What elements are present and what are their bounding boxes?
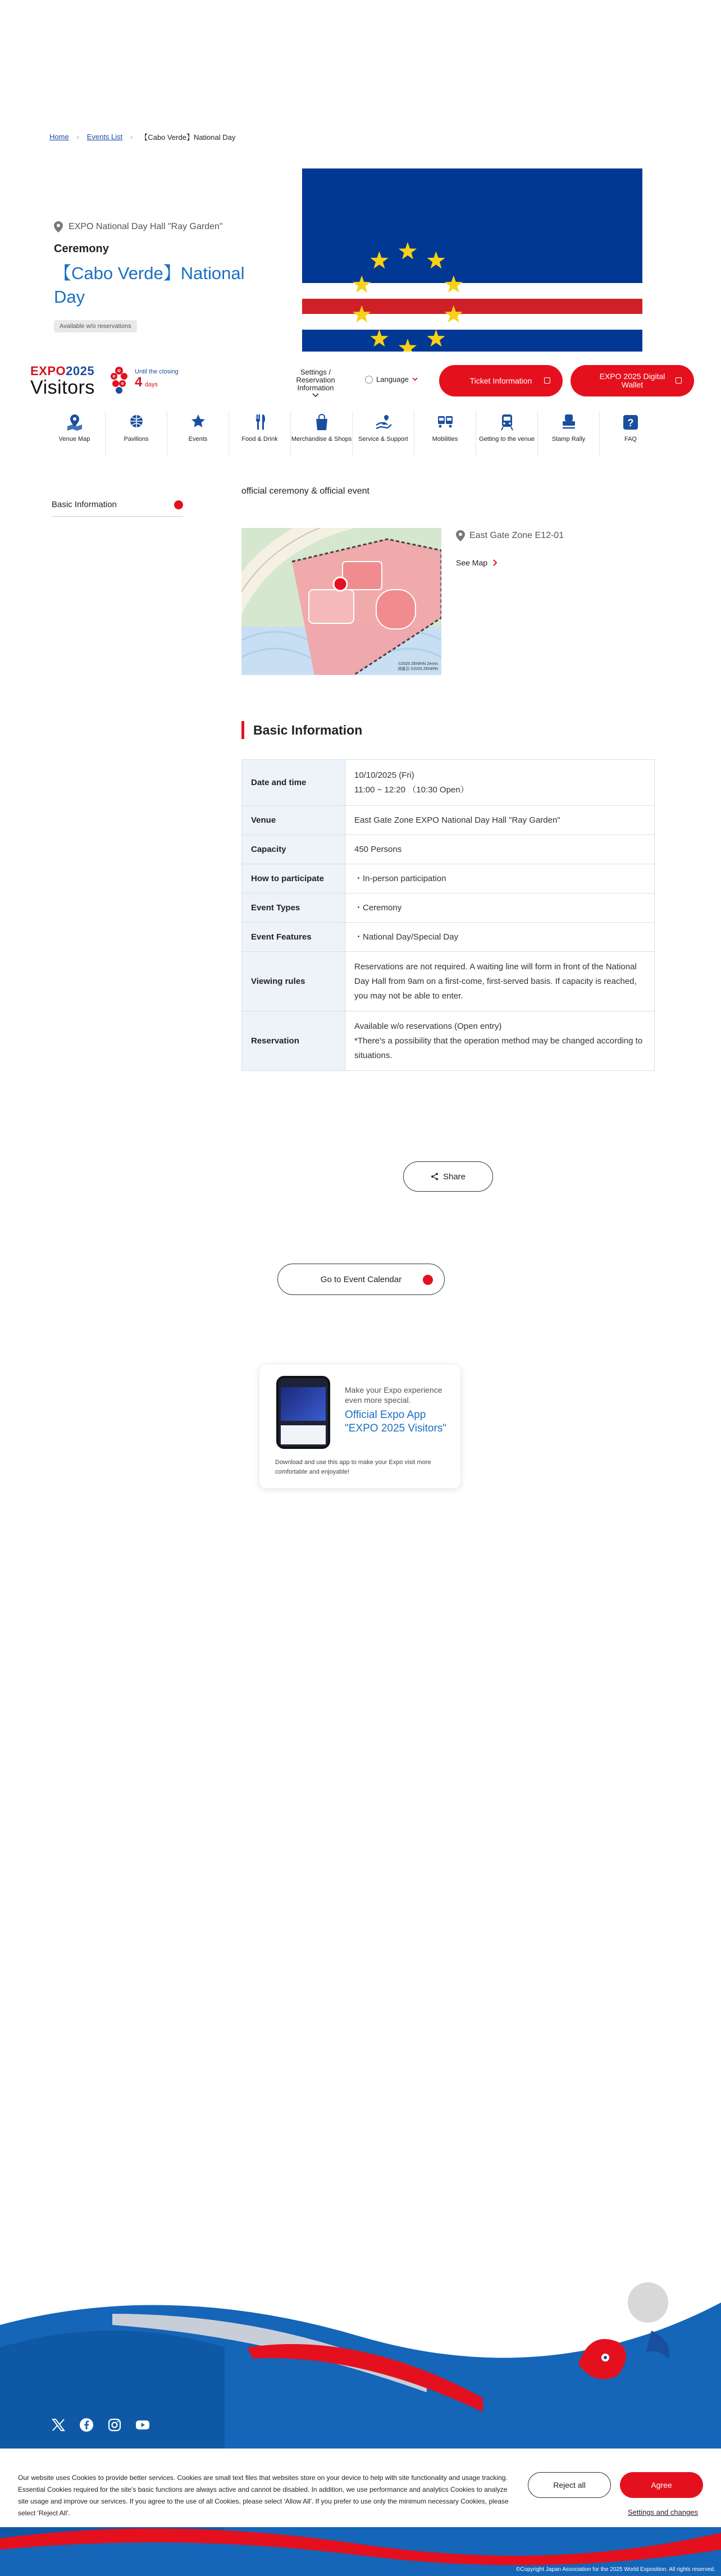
nav-item-label: Service & Support [358,436,408,443]
hero-venue [54,221,223,232]
date-value-line: 10/10/2025 (Fri) [354,770,414,780]
nav-item-service-support[interactable] [353,411,414,456]
reject-all-button[interactable]: Reject all [528,2472,611,2498]
venue-label: Venue [242,806,345,835]
nav-item-food-drink[interactable] [229,411,291,456]
nav-item-faq[interactable] [600,411,661,456]
event-features-value [345,923,655,952]
nav-item-mobilities[interactable] [414,411,476,456]
nav-item-label: Food & Drink [241,436,278,443]
stamp-rally-icon [559,412,579,432]
location-pin-icon [54,221,63,232]
closing-countdown [135,368,179,390]
youtube-icon[interactable] [135,2417,150,2433]
reservation-value [345,1011,655,1071]
flag-star [370,330,388,347]
external-link-icon [544,377,550,384]
hero-venue-text: EXPO National Day Hall "Ray Garden" [69,222,223,231]
myaku-myaku-mascot-icon [109,365,129,394]
nav-item-pavilions[interactable] [106,411,167,456]
flag-star [445,275,463,293]
event-description: official ceremony & official event [241,486,369,496]
flag-star [445,306,463,323]
date-value [345,760,655,806]
reservation-label: Reservation [242,1011,345,1071]
event-types-text: ・ Ceremony [354,903,401,913]
app-name-line: "EXPO 2025 Visitors" [345,1423,447,1434]
nav-item-train[interactable] [476,411,538,456]
food-drink-icon [250,412,270,432]
sidebar-indicator-icon [174,500,183,509]
reservation-badge: Available w/o reservations [54,320,137,332]
globe-icon [365,376,373,384]
flag-star [399,242,417,259]
logo-year-text: 2025 [66,364,95,378]
settings-reservation-button[interactable] [290,368,341,398]
logo-expo-text: EXPO [30,364,66,378]
site-footer [0,2280,721,2576]
breadcrumb-current: 【Cabo Verde】National Day [140,133,236,142]
event-type: Ceremony [54,243,109,255]
cabo-verde-flag-image [302,168,642,352]
official-app-card[interactable] [259,1365,460,1488]
nav-item-venue-map[interactable] [44,411,106,456]
calendar-label: Go to Event Calendar [320,1274,402,1284]
logo-visitors-text: Visitors [30,377,95,398]
flag-star [399,339,417,352]
nav-item-label: Venue Map [58,436,90,443]
map-location [456,530,564,541]
service-support-icon [373,412,394,432]
nav-item-label: Pavilions [124,436,149,443]
nav-item-events[interactable] [167,411,229,456]
nav-item-label: FAQ [624,436,637,443]
event-features-text: ・ National Day/Special Day [354,932,458,942]
cookie-text: Our website uses Cookies to provide better services. Cookies are small text files that websites store on your device to help with site functionality and usage tracking. Essential Cookies required for the site's basic functions are always active and cannot be disabled. In addition, we use performance and analytics Cookies to analyze site usage and improve our services. If you agree to the use of all Cookies, please select 'Allow All'. If you prefer to use only the minimum necessary Cookies, please select 'Reject All'. [18,2474,509,2517]
site-header [0,357,721,464]
breadcrumb-separator: › [130,133,133,141]
participate-text: ・ In-person participation [354,874,446,883]
see-map-link[interactable] [456,558,498,567]
nav-item-label: Getting to the venue [478,436,535,443]
svg-text:?: ? [627,417,634,428]
nav-item-shopping-bag[interactable] [291,411,353,456]
wallet-label: EXPO 2025 Digital Wallet [599,372,665,389]
table-row [242,864,655,893]
nav-item-label: Events [188,436,208,443]
nav-item-label: Stamp Rally [551,436,586,443]
cookie-settings-link[interactable]: Settings and changes [628,2508,699,2516]
agree-button[interactable]: Agree [620,2472,703,2498]
cookie-consent-banner [0,2449,721,2527]
reservation-value-line: Available w/o reservations (Open entry) [354,1021,502,1031]
language-label: Language [376,375,409,384]
participate-value [345,864,655,893]
chevron-down-icon [312,393,319,398]
breadcrumb-home[interactable]: Home [49,133,69,141]
event-features-label: Event Features [242,923,345,952]
table-row [242,835,655,864]
venue-map-thumbnail[interactable] [241,528,441,675]
table-row [242,923,655,952]
table-row [242,952,655,1011]
breadcrumb [49,131,235,142]
flag-star [427,251,445,268]
nav-item-label: Mobilities [432,436,458,443]
share-button[interactable] [403,1161,493,1192]
sidebar-item-label: Basic Information [52,500,117,509]
flag-star [353,306,371,323]
countdown-unit: days [144,381,158,389]
chevron-right-icon [493,559,498,566]
venue-map-icon [65,412,85,432]
app-phone-image [276,1376,330,1449]
ticket-information-button[interactable] [439,365,563,396]
countdown-label: Until the closing [135,368,179,375]
basic-information-table [241,759,655,1071]
breadcrumb-events-list[interactable]: Events List [86,133,123,141]
app-name-line: Official Expo App [345,1409,426,1421]
share-label: Share [442,1171,466,1182]
nav-item-stamp-rally[interactable] [538,411,600,456]
arrow-dot-icon [423,1275,433,1285]
event-calendar-button[interactable] [277,1264,445,1295]
train-icon [497,412,517,432]
app-name [345,1408,457,1435]
page-title: 【Cabo Verde】National Day [54,263,245,307]
pavilions-icon [126,412,147,432]
map-credit: ©2025 ZENRIN Zenrin [398,662,438,666]
expo-visitors-logo[interactable] [30,365,95,397]
table-row [242,1011,655,1071]
date-label: Date and time [242,760,345,806]
event-types-value [345,893,655,923]
events-icon [188,412,208,432]
app-lead-text: Make your Expo experience even more special. [345,1385,442,1405]
viewing-rules-label: Viewing rules [242,952,345,1011]
table-row [242,806,655,835]
digital-wallet-button[interactable] [571,365,694,396]
instagram-icon[interactable] [107,2417,122,2433]
flag-star [353,275,371,293]
basic-information-heading: Basic Information [241,721,362,739]
ticket-label: Ticket Information [469,376,532,385]
capacity-label: Capacity [242,835,345,864]
shopping-bag-icon [312,412,332,432]
sidebar-item-basic-information[interactable] [52,493,183,517]
x-icon[interactable] [51,2417,66,2433]
viewing-rules-value: Reservations are not required. A waiting line will form in front of the National Day Hall from 9am on a first-come, first-served basis. If capacity is reached, you may not be able to enter. [345,952,655,1011]
flag-star [370,251,388,268]
main-nav [44,411,661,456]
map-credit: 測量法 ©2025 ZENRIN [398,667,438,671]
countdown-number: 4 [135,375,143,390]
share-icon [431,1173,439,1180]
app-note: Download and use this app to make your Expo visit more comfortable and enjoyable! [275,1459,431,1475]
venue-value: East Gate Zone EXPO National Day Hall "Ray Garden" [345,806,655,835]
capacity-value: 450 Persons [345,835,655,864]
event-types-label: Event Types [242,893,345,923]
settings-label: Settings / Reservation Information [296,368,335,392]
nav-item-label: Merchandise & Shops [291,436,352,443]
time-value-line: 11:00 ~ 12:20 （10:30 Open） [354,785,469,795]
see-map-label: See Map [456,558,488,567]
location-pin-icon [456,530,465,541]
breadcrumb-separator: › [76,133,79,141]
chevron-down-icon [412,377,418,381]
reservation-note-line: *There's a possibility that the operation method may be changed according to situations. [354,1036,643,1060]
flag-star [427,330,445,347]
mobilities-icon [435,412,455,432]
social-links [51,2417,150,2433]
table-row [242,760,655,806]
table-row [242,893,655,923]
copyright: ©Copyright Japan Association for the 2025 World Exposition. All rights reserved. [515,2566,715,2573]
facebook-icon[interactable] [79,2417,94,2433]
map-location-text: East Gate Zone E12-01 [469,531,564,540]
language-selector[interactable] [365,375,418,384]
external-link-icon [676,377,682,384]
faq-icon [620,412,641,432]
participate-label: How to participate [242,864,345,893]
